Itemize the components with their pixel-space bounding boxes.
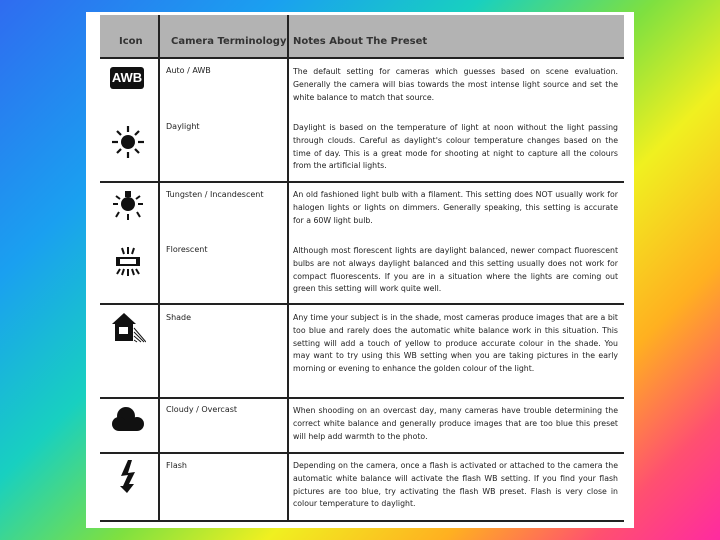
header-term: Camera Terminology bbox=[171, 36, 287, 47]
note-tungsten: An old fashioned light bulb with a filament. This setting does NOT usually work for halogen lights or lights on dimmers. Generally speaking, this setting is accurate for a 60W light bulb. bbox=[293, 190, 618, 225]
column-divider bbox=[287, 15, 289, 520]
sun-icon bbox=[110, 124, 146, 160]
term-shade: Shade bbox=[166, 313, 192, 322]
term-daylight: Daylight bbox=[166, 122, 200, 131]
note-daylight: Daylight is based on the temperature of light at noon without the light passing through clouds. Careful as daylight's colour temperature changes based on the time of day. This is a great mode for shooting at night to capture all the colours from the artificial lights. bbox=[293, 123, 618, 171]
note-shade: Any time your subject is in the shade, most cameras produce images that are a bit too blue and rarely does the automatic white balance work in this situation. This setting will add a touch of yellow to produce accurate colour in the shade. You may want to try using this WB setting when you are taking pictures in the early morning or evening to enhance the golden colour of the light. bbox=[293, 313, 618, 374]
column-divider bbox=[158, 15, 160, 520]
bulb-icon bbox=[110, 188, 146, 224]
row-divider bbox=[100, 303, 624, 305]
white-balance-table-image bbox=[86, 12, 634, 528]
note-auto: The default setting for cameras which guesses based on scene evaluation. Generally the camera will bias towards the most intense light source and set the white balance to match that source. bbox=[293, 67, 618, 102]
term-tungsten: Tungsten / Incandescent bbox=[166, 190, 264, 199]
note-florescent: Although most florescent lights are daylight balanced, newer compact fluorescent bulbs are not always daylight balanced and this setting usually does not work for compact fluorescents. If you are in a situation where the lights are coming out green this setting will work quite well. bbox=[293, 246, 618, 294]
cloud-icon bbox=[110, 402, 146, 438]
header-notes: Notes About The Preset bbox=[293, 36, 428, 47]
shade-icon bbox=[110, 310, 146, 346]
note-cloudy: When shooding on an overcast day, many cameras have trouble determining the correct white balance and generally produce images that are too blue this preset will help add warmth to the photo. bbox=[293, 406, 618, 441]
awb-icon: AWB bbox=[110, 67, 144, 89]
row-divider bbox=[100, 397, 624, 399]
term-florescent: Florescent bbox=[166, 245, 208, 254]
fluorescent-icon bbox=[110, 244, 146, 280]
term-auto: Auto / AWB bbox=[166, 66, 211, 75]
row-divider bbox=[100, 452, 624, 454]
row-divider bbox=[100, 520, 624, 522]
row-divider bbox=[100, 181, 624, 183]
flash-icon bbox=[110, 458, 146, 494]
note-flash: Depending on the camera, once a flash is activated or attached to the camera the automatic white balance will activate the flash WB setting. If you find your flash pictures are too blue, try activating the flash WB preset. Flash is very close in colour temperature to daylight. bbox=[293, 461, 618, 509]
term-cloudy: Cloudy / Overcast bbox=[166, 405, 238, 414]
term-flash: Flash bbox=[166, 461, 187, 470]
header-icon: Icon bbox=[119, 36, 143, 47]
